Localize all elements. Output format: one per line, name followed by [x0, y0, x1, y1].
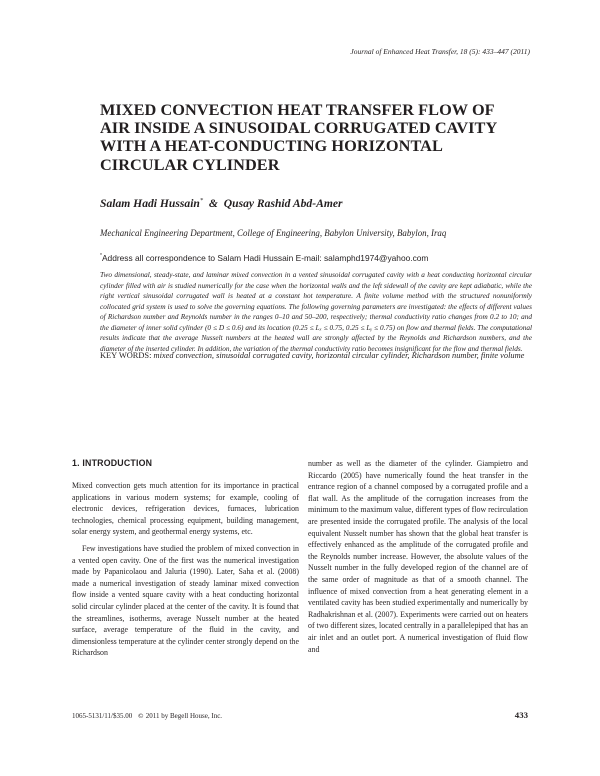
footer-copyright [72, 712, 222, 720]
body-column-left [72, 480, 299, 664]
corresponding-author-mark: * [199, 197, 204, 205]
article-title: MIXED CONVECTION HEAT TRANSFER FLOW OF AIR INSIDE A SINUSOIDAL CORRUGATED CAVITY WITH A HEAT-CONDUCTING HORIZONTAL CIRCULAR CYLINDER [100, 100, 497, 174]
journal-citation: Journal of Enhanced Heat Transfer, 18 (5): 433–447 (2011) [350, 47, 530, 56]
paragraph: number as well as the diameter of the cylinder. Giampietro and Riccardo (2005) have numerically found the heat transfer in the entrance region of a channel composed by a corrugated profile and a flat wall. As the amplitude of the corrugation increases from the minimum to the maximum value, different types of flow recirculation are presented inside the corrugated profile. The analysis of the local equivalent Nusselt number has shown that the global heat transfer is effectively enhanced as the amplitude of the corrugated profile and the Reynolds number increase. However, the absolute values of the Nusselt number in the fully developed region of the channel are of the same order of magnitude as that of a smooth channel. The influence of mixed convection from a heat generating element in a ventilated cavity has been studied experimentally and numerically by Radhakrishnan et al. (2007). Experiments were carried out on heaters of two different sizes, located centrally in a parallelepiped that has an air inlet and an outlet port. A numerical investigation of fluid flow and [308, 459, 528, 654]
author-separator: & [208, 197, 218, 210]
correspondence-note [100, 253, 428, 263]
abstract: Two dimensional, steady-state, and laminar mixed convection in a vented sinusoidal corrugated cavity with a heat conducting horizontal circular cylinder filled with air is studied numerically for the case when the horizontal walls and the left sidewall of the cavity are kept adiabatic, while the right vertical sinusoidal corrugated wall is heated at a constant hot temperature. A finite volume method with the structured nonuniformly collocated grid system is used to solve the governing equations. The following governing parameters are investigated: the effects of different values of Richardson number and Reynolds number in the ranges 0–10 and 50–200, respectively; thermal conductivity ratio changes from 0.2 to 10; and the diameter of inner solid cylinder (0 ≤ D ≤ 0.6) and its location (0.25 ≤ Lₓ ≤ 0.75, 0.25 ≤ Lᵧ ≤ 0.75) on flow and thermal fields. The computational results indicate that the average Nusselt numbers at the heated wall are strongly affected by the Reynolds and Richardson numbers, and the diameter of the inserted cylinder. In addition, the variation of the thermal conductivity ratio becomes insignificant for the flow and thermal fields. [100, 271, 532, 353]
paragraph: Few investigations have studied the problem of mixed convection in a vented open cavity. One of the first was the numerical investigation made by Papanicolaou and Jaluria (1990). Later, Saha et al. (2008) made a numerical investigation of steady laminar mixed convection flow inside a vented square cavity with a heat conducting horizontal solid circular cylinder placed at the center of the cavity. It is found that the streamlines, isotherms, average Nusselt number at the heated surface, average temperature of the fluid in the cavity, and dimensionless temperature at the cylinder center strongly depend on the Richardson [72, 543, 299, 658]
keywords-text: mixed convection, sinusoidal corrugated cavity, horizontal circular cylinder, Richardson number, finite volume [153, 351, 525, 360]
author-line [100, 197, 343, 210]
author-1: Salam Hadi Hussain [100, 197, 200, 210]
correspondence-mark: * [100, 253, 102, 260]
copyright-icon: © [137, 712, 144, 720]
copyright-text: 2011 by Begell House, Inc. [145, 712, 223, 720]
author-2: Qusay Rashid Abd-Amer [223, 197, 343, 210]
body-column-right [308, 458, 528, 660]
keywords [100, 350, 532, 362]
correspondence-text: Address all correspondence to Salam Hadi Hussain E-mail: salamphd1974@yahoo.com [101, 253, 429, 263]
issn-price: 1065-5131/11/$35.00 [72, 712, 133, 720]
page-number: 433 [514, 710, 528, 720]
section-heading: 1. INTRODUCTION [72, 458, 153, 468]
paragraph: Mixed convection gets much attention for its importance in practical applications in various modern systems; for example, cooling of electronic devices, refrigeration devices, furnaces, lubrication technologies, chemical processing equipment, building management, solar energy system, and geothermal energy systems, etc. [72, 481, 299, 537]
keywords-label: KEY WORDS: [100, 351, 152, 360]
affiliation: Mechanical Engineering Department, College of Engineering, Babylon University, Babylon, Iraq [100, 228, 447, 238]
